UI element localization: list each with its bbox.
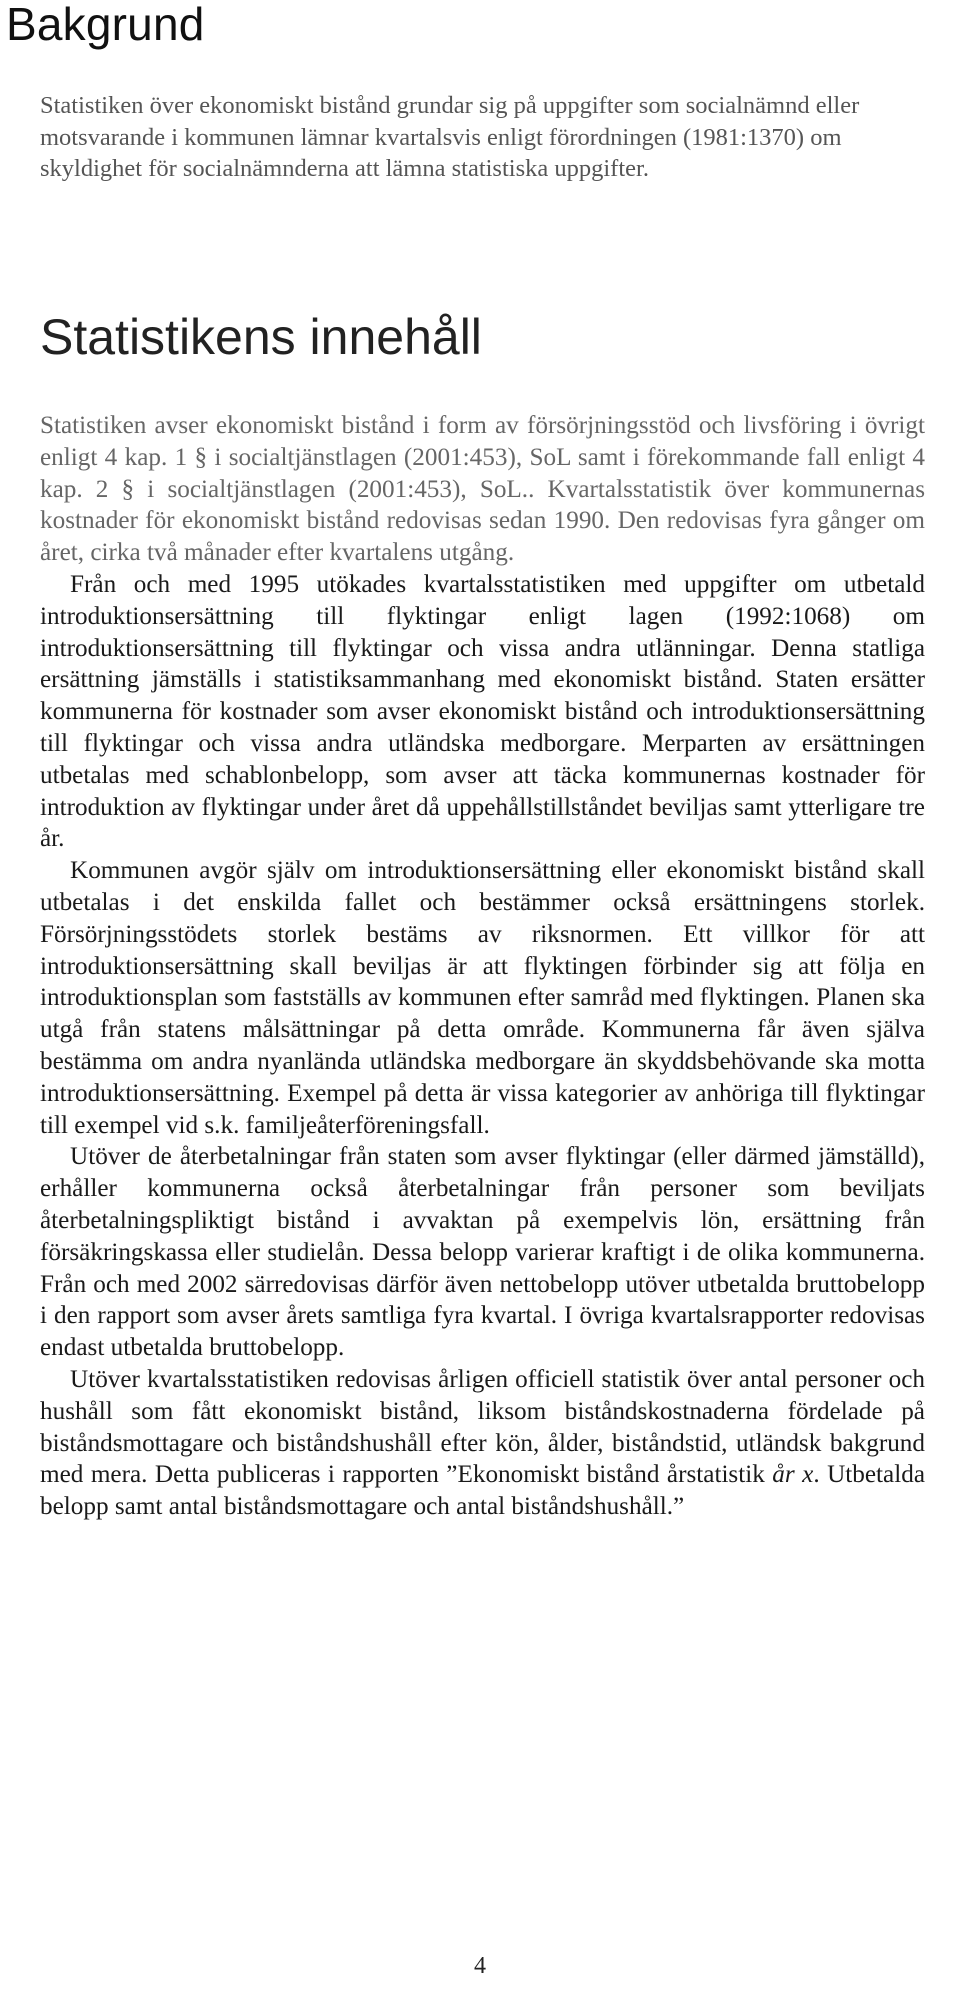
body-paragraph-5 xyxy=(40,1364,925,1523)
body-paragraph-5-end: . Utbetalda belopp samt antal biståndsmottagare och antal biståndshushåll.” xyxy=(40,1461,926,1521)
body-paragraph-3: Kommunen avgör själv om introduktionsersättning eller ekonomiskt bistånd skall utbetalas i det enskilda fallet och bestämmer också ersättningens storlek. Försörjningsstödets storlek bestäms av riksnormen. Ett villkor för att introduktionsersättning skall beviljas är att flyktingen förbinder sig att följa en introduktionsplan som fastställs av kommunen efter samråd med flyktingen. Planen ska utgå från statens målsättningar på detta område. Kommunerna får även själva bestämma om andra nyanlända utländska medborgare än skyddsbehövande ska motta introduktionsersättning. Exempel på detta är vissa kategorier av anhöriga till flyktingar till exempel vid s.k. familjeåterföreningsfall. xyxy=(40,857,925,1139)
page-number: 4 xyxy=(474,1953,486,1979)
subsection-heading: Statistikens innehåll xyxy=(40,309,482,365)
body-paragraph-5-start: Utöver kvartalsstatistiken redovisas årligen officiell statistik över antal personer och hushåll som fått ekonomiskt bistånd, liksom biståndskostnaderna fördelade på biståndsmottagare och biståndshushåll efter kön, ålder, biståndstid, utländsk bakgrund med mera. Detta publiceras i rapporten ”Ekonomiskt bistånd årstatistik xyxy=(40,1365,925,1489)
section-heading: Bakgrund xyxy=(6,0,205,50)
intro-paragraph: Statistiken över ekonomiskt bistånd grundar sig på uppgifter som socialnämnd eller motsvarande i kommunen lämnar kvartalsvis enligt förordningen (1981:1370) om skyldighet för socialnämnderna att lämna statistiska uppgifter. xyxy=(40,92,860,182)
body-paragraph-2: Från och med 1995 utökades kvartalsstatistiken med uppgifter om utbetald introduktionsersättning till flyktingar enligt lagen (1992:1068) om introduktionsersättning till flyktingar och vissa andra utlänningar. Denna statliga ersättning jämställs i statistiksammanhang med ekonomiskt bistånd. Staten ersätter kommunerna för kostnader som avser ekonomiskt bistånd och introduktionsersättning till flyktingar och vissa andra utländska medborgare. Merparten av ersättningen utbetalas med schablonbelopp, som avser att täcka kommunernas kostnader för introduktion av flyktingar under året då uppehållstillståndet beviljas samt ytterligare tre år. xyxy=(40,570,925,853)
body-paragraph-5-italic: år x xyxy=(772,1461,814,1489)
body-text xyxy=(40,410,925,1523)
body-paragraph-1: Statistiken avser ekonomiskt bistånd i form av försörjningsstöd och livsföring i övrigt enligt 4 kap. 1 § i socialtjänstlagen (2001:453), SoL samt i förekommande fall enligt 4 kap. 2 § i socialtjänstlagen (2001:453), SoL.. Kvartalsstatistik över kommunernas kostnader för ekonomiskt bistånd redovisas sedan 1990. Den redovisas fyra gånger om året, cirka två månader efter kvartalens utgång. xyxy=(40,412,925,567)
body-paragraph-4: Utöver de återbetalningar från staten som avser flyktingar (eller därmed jämställd), erhåller kommunerna också återbetalningar från personer som beviljats återbetalningspliktigt bistånd i avvaktan på exempelvis lön, ersättning från försäkringskassa eller studielån. Dessa belopp varierar kraftigt i de olika kommunerna. Från och med 2002 särredovisas därför även nettobelopp utöver utbetalda bruttobelopp i den rapport som avser årets samtliga fyra kvartal. I övriga kvartalsrapporter redovisas endast utbetalda bruttobelopp. xyxy=(40,1143,925,1362)
